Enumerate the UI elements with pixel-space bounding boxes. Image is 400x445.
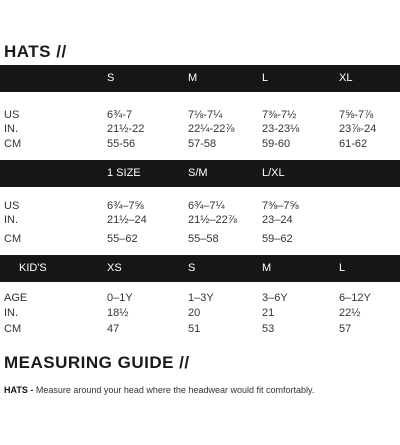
measuring-guide-title: MEASURING GUIDE //	[4, 353, 190, 372]
cell: 21	[262, 307, 275, 319]
cell: 6–12Y	[339, 292, 371, 304]
cell: 6¾-7	[107, 109, 133, 121]
cell: 1–3Y	[188, 292, 214, 304]
row-label: US	[4, 109, 20, 121]
cell: 57	[339, 323, 352, 335]
row-label: CM	[4, 323, 22, 335]
cell: 18½	[107, 307, 129, 319]
table1-header-xl: XL	[339, 72, 353, 84]
table3-header-xs: XS	[107, 262, 122, 274]
cell: 55-56	[107, 138, 136, 150]
table2-header	[0, 160, 400, 187]
cell: 6¾–7¼	[188, 200, 225, 212]
table1-header-m: M	[188, 72, 198, 84]
row-label: CM	[4, 233, 22, 245]
cell: 55–62	[107, 233, 138, 245]
cell: 23⅞-24	[339, 123, 377, 135]
cell: 51	[188, 323, 201, 335]
guide-description: Measure around your head where the headwear would fit comfortably.	[35, 385, 315, 395]
cell: 7⅜–7⅝	[262, 200, 299, 212]
cell: 0–1Y	[107, 292, 133, 304]
cell: 59-60	[262, 138, 291, 150]
cell: 21½–22⅞	[188, 214, 237, 226]
table3-header-l: L	[339, 262, 346, 274]
hats-title: HATS //	[4, 42, 67, 61]
cell: 21½-22	[107, 123, 145, 135]
cell: 7⅜-7½	[262, 109, 297, 121]
table3-header	[0, 255, 400, 282]
row-label: AGE	[4, 292, 28, 304]
table2-header-lxl: L/XL	[262, 167, 285, 179]
cell: 22½	[339, 307, 361, 319]
cell: 57-58	[188, 138, 217, 150]
cell: 6¾–7⅝	[107, 200, 144, 212]
cell: 7⅛-7¼	[188, 109, 223, 121]
cell: 55–58	[188, 233, 219, 245]
row-label: US	[4, 200, 20, 212]
row-label: IN.	[4, 214, 19, 226]
cell: 3–6Y	[262, 292, 288, 304]
cell: 47	[107, 323, 120, 335]
table2-header-sm: S/M	[188, 167, 208, 179]
table1-header	[0, 65, 400, 92]
table2-header-1size: 1 SIZE	[107, 167, 141, 179]
cell: 53	[262, 323, 275, 335]
cell: 21½–24	[107, 214, 147, 226]
table1-header-s: S	[107, 72, 115, 84]
row-label: CM	[4, 138, 22, 150]
table3-header-kids: KID'S	[19, 262, 47, 274]
cell: 61-62	[339, 138, 368, 150]
cell: 7⅝-7⅞	[339, 109, 374, 121]
cell: 20	[188, 307, 201, 319]
row-label: IN.	[4, 307, 19, 319]
cell: 23-23⅛	[262, 123, 300, 135]
cell: 59–62	[262, 233, 293, 245]
measuring-guide-text	[4, 385, 314, 395]
row-label: IN.	[4, 123, 19, 135]
table1-header-l: L	[262, 72, 269, 84]
table3-header-s: S	[188, 262, 196, 274]
table3-header-m: M	[262, 262, 272, 274]
guide-label: HATS -	[4, 385, 36, 395]
cell: 22¼-22⅞	[188, 123, 235, 135]
cell: 23–24	[262, 214, 293, 226]
